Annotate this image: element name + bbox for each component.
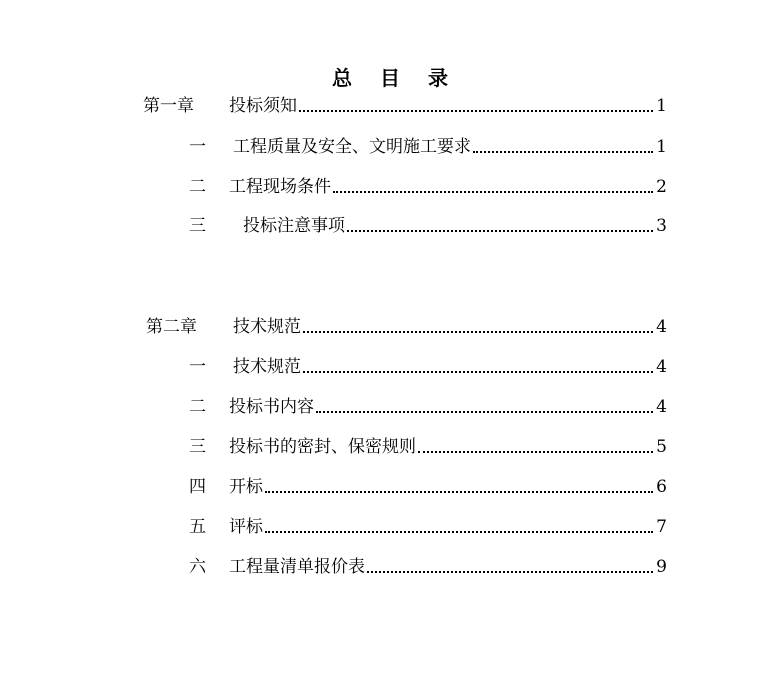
toc-page-number: 4 [656, 357, 667, 377]
toc-leader-dots [265, 490, 653, 493]
toc-item-number: 五 [189, 517, 206, 537]
toc-page-number: 4 [656, 397, 667, 417]
toc-item[interactable] [189, 175, 667, 199]
toc-item-title: 工程量清单报价表 [229, 557, 365, 577]
toc-leader-dots [473, 150, 653, 153]
toc-page-number: 7 [656, 517, 667, 537]
toc-page-number: 1 [656, 96, 667, 116]
toc-item-number: 一 [189, 357, 206, 377]
toc-leader-dots [347, 229, 653, 232]
toc-item[interactable] [189, 214, 667, 238]
toc-item-number: 三 [189, 216, 206, 236]
toc-leader-dots [303, 330, 653, 333]
toc-item-number: 六 [189, 557, 206, 577]
toc-page-number: 6 [656, 477, 667, 497]
toc-chapter-2[interactable] [146, 315, 667, 339]
toc-item[interactable] [189, 475, 667, 499]
title-char-1: 总 [332, 66, 352, 90]
toc-item-title: 技术规范 [233, 357, 301, 377]
toc-leader-dots [418, 450, 653, 453]
toc-item[interactable] [189, 135, 667, 159]
toc-leader-dots [333, 190, 653, 193]
toc-page-number: 1 [656, 137, 667, 157]
toc-chapter-title: 技术规范 [233, 317, 301, 337]
toc-item-title: 工程现场条件 [229, 177, 331, 197]
toc-item[interactable] [189, 555, 667, 579]
toc-item[interactable] [189, 395, 667, 419]
toc-chapter-title: 投标须知 [229, 96, 297, 116]
toc-page-number: 5 [656, 437, 667, 457]
toc-chapter-1[interactable] [143, 94, 667, 118]
toc-chapter-number: 第二章 [146, 317, 197, 337]
toc-item-title: 投标注意事项 [243, 216, 345, 236]
toc-leader-dots [299, 109, 653, 112]
toc-page-number: 9 [656, 557, 667, 577]
toc-item[interactable] [189, 355, 667, 379]
toc-item-number: 二 [189, 397, 206, 417]
page-title [0, 62, 780, 91]
title-char-2: 目 [380, 66, 400, 90]
toc-item-number: 二 [189, 177, 206, 197]
toc-page-number: 4 [656, 317, 667, 337]
toc-leader-dots [265, 530, 653, 533]
toc-leader-dots [303, 370, 653, 373]
toc-leader-dots [367, 570, 653, 573]
toc-item-number: 一 [189, 137, 206, 157]
toc-item-title: 开标 [229, 477, 263, 497]
toc-page-number: 3 [656, 216, 667, 236]
toc-chapter-number: 第一章 [143, 96, 194, 116]
toc-item-title: 投标书的密封、保密规则 [229, 437, 416, 457]
toc-item-number: 四 [189, 477, 206, 497]
toc-item-title: 工程质量及安全、文明施工要求 [233, 137, 471, 157]
toc-item-title: 评标 [229, 517, 263, 537]
toc-item-number: 三 [189, 437, 206, 457]
title-char-3: 录 [428, 66, 448, 90]
toc-item-title: 投标书内容 [229, 397, 314, 417]
toc-item[interactable] [189, 515, 667, 539]
toc-item[interactable] [189, 435, 667, 459]
toc-leader-dots [316, 410, 653, 413]
toc-page-number: 2 [656, 177, 667, 197]
